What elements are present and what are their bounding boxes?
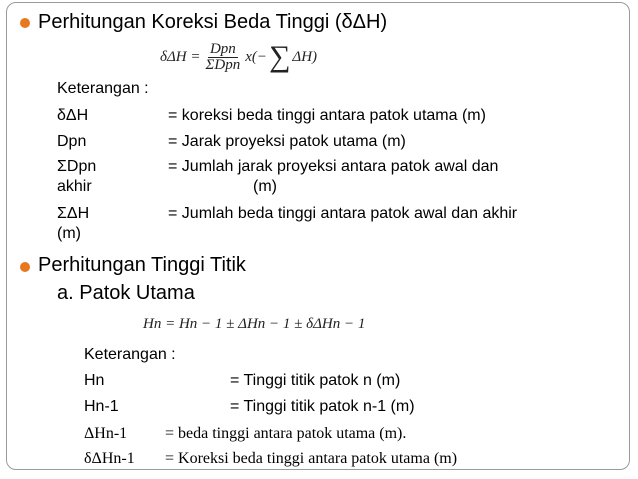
definition-symbol: ΔHn-1 (84, 425, 128, 442)
section1-title: Perhitungan Koreksi Beda Tinggi (δΔH) (38, 11, 388, 33)
definition-desc: = Jumlah beda tinggi antara patok awal dan akhir (168, 205, 518, 222)
formula-sigma: ∑ (269, 40, 291, 73)
definition-symbol: δΔH (57, 107, 89, 124)
definition-desc: (m) (253, 178, 277, 195)
formula-fraction (203, 42, 242, 73)
definition-symbol: Dpn (57, 133, 87, 150)
definition-symbol: Hn (84, 372, 105, 389)
definition-desc: = Tinggi titik patok n-1 (m) (230, 398, 415, 415)
definition-symbol: ΣDpn (57, 158, 97, 175)
section2-subtitle: a. Patok Utama (57, 282, 195, 304)
formula-denominator: ΣDpn (205, 56, 241, 73)
formula-numerator: Dpn (209, 40, 236, 57)
height-formula: Hn = Hn − 1 ± ΔHn − 1 ± δΔHn − 1 (143, 315, 366, 332)
formula-lhs: δΔH = (160, 48, 201, 65)
definition-desc: = Koreksi beda tinggi antara patok utama (m) (165, 450, 458, 467)
definition-desc: = koreksi beda tinggi antara patok utama (m) (168, 107, 486, 124)
section2-keterangan-label: Keterangan : (84, 346, 176, 363)
definition-desc: = Jarak proyeksi patok utama (m) (168, 133, 406, 150)
definition-symbol: Hn-1 (84, 398, 119, 415)
definition-symbol: ΣΔH (57, 205, 90, 222)
section2-title: Perhitungan Tinggi Titik (38, 254, 246, 276)
definition-desc: = Jumlah jarak proyeksi antara patok awal dan (168, 158, 499, 175)
correction-formula (160, 38, 317, 76)
bullet-icon (20, 262, 30, 272)
section1-keterangan-label: Keterangan : (57, 80, 149, 97)
definition-desc: = Tinggi titik patok n (m) (230, 372, 401, 389)
definition-desc: = beda tinggi antara patok utama (m). (165, 425, 407, 442)
definition-symbol: (m) (57, 225, 81, 242)
definition-symbol: akhir (57, 178, 92, 195)
bullet-icon (20, 18, 30, 28)
definition-symbol: δΔHn-1 (84, 450, 135, 467)
formula-term: ΔH) (292, 48, 318, 65)
formula-times: x(− (245, 48, 268, 65)
